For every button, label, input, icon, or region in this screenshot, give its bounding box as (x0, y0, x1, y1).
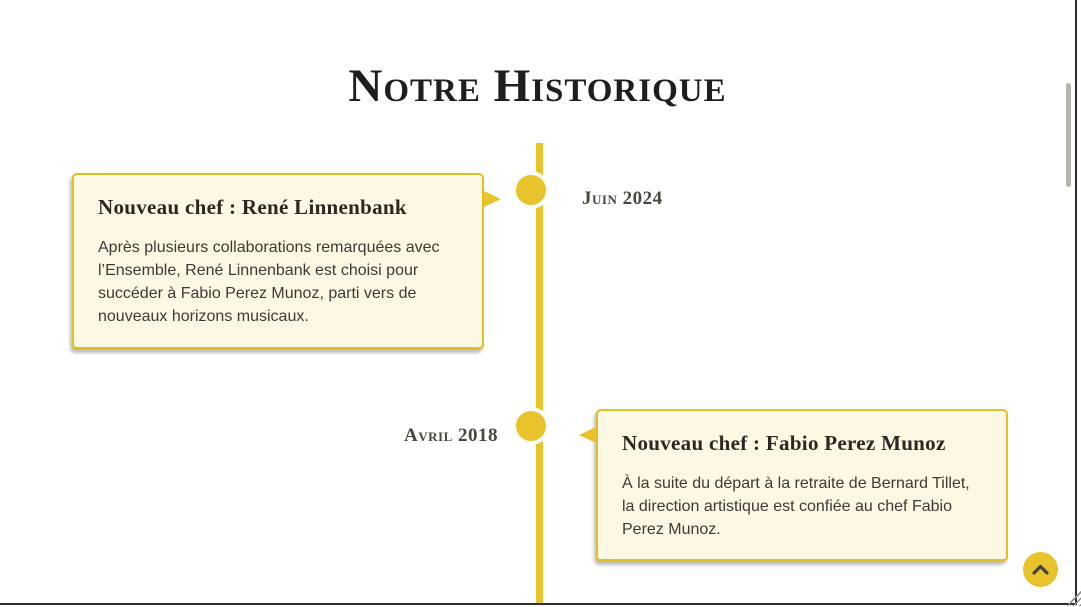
event-description: Après plusieurs collaborations remarquées avec l’Ensemble, René Linnenbank est choisi pour succéder à Fabio Perez Munoz, parti vers de nouveaux horizons musicaux. (98, 239, 440, 325)
scroll-to-top-button[interactable] (1023, 552, 1058, 587)
timeline-line (536, 143, 543, 603)
chevron-up-icon (1032, 564, 1049, 575)
window-border-bottom (0, 603, 1077, 605)
event-title: Nouveau chef : René Linnenbank (98, 195, 407, 219)
window-border-right (1075, 0, 1077, 605)
event-date: Avril 2018 (404, 425, 498, 446)
scrollbar-track (1064, 0, 1073, 603)
card-arrow-right-icon (484, 191, 501, 207)
event-date: Juin 2024 (582, 188, 663, 209)
timeline-dot (516, 411, 546, 441)
timeline-dot (516, 175, 546, 205)
page-title: Notre Historique (348, 60, 727, 113)
card-arrow-left-icon (579, 427, 596, 443)
scrollbar-thumb[interactable] (1066, 83, 1071, 187)
timeline-card-rene-linnenbank (72, 173, 484, 350)
timeline-card-fabio-perez-munoz (596, 409, 1008, 562)
event-title: Nouveau chef : Fabio Perez Munoz (622, 431, 946, 455)
event-description: À la suite du départ à la retraite de Bernard Tillet, la direction artistique est confiée au chef Fabio Perez Munoz. (622, 475, 970, 538)
